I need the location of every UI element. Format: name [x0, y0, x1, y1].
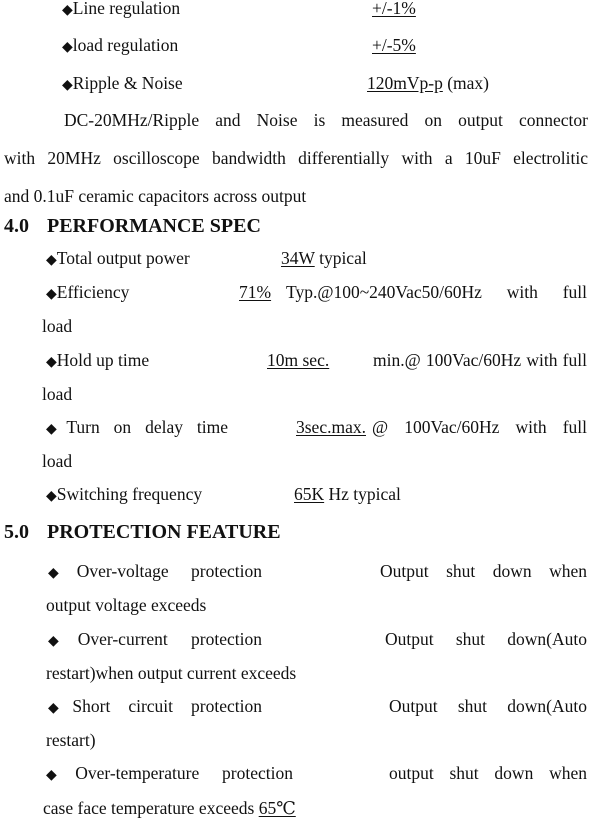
spec-load-regulation — [62, 37, 178, 55]
prot-continuation-text: case face temperature exceeds — [43, 798, 255, 818]
section-title: PROTECTION FEATURE — [47, 521, 281, 543]
section-heading-performance — [4, 216, 29, 236]
prot-over-voltage — [48, 563, 262, 581]
spec-label: Line regulation — [72, 0, 181, 18]
prot-continuation: restart)when output current exceeds — [46, 663, 297, 683]
spec-value: 10m sec. — [267, 350, 330, 370]
ripple-note-line2: with 20MHz oscilloscope bandwidth differentially with a 10uF electrolitic — [4, 148, 588, 168]
prot-desc: Output shut down(Auto — [389, 696, 587, 716]
bullet-icon: ◆ — [46, 252, 57, 268]
spec-value: +/-5% — [372, 35, 416, 55]
perf-total-power — [46, 250, 190, 268]
perf-efficiency — [46, 284, 129, 302]
spec-rest: min.@ 100Vac/60Hz with full — [373, 350, 587, 370]
spec-note: (max) — [447, 73, 489, 93]
spec-label: Over-temperature protection — [75, 763, 293, 783]
prot-continuation — [43, 800, 296, 818]
spec-value: +/-1% — [372, 0, 416, 18]
bullet-icon: ◆ — [46, 354, 57, 370]
bullet-icon: ◆ — [46, 421, 67, 437]
perf-hold-up — [46, 352, 149, 370]
spec-ripple-noise — [62, 75, 183, 93]
bullet-icon: ◆ — [48, 700, 73, 716]
spec-value: 71% — [239, 282, 272, 302]
spec-rest: @ 100Vac/60Hz with full — [372, 417, 587, 437]
spec-value: 120mVp-p — [367, 73, 443, 93]
prot-over-temperature — [46, 765, 293, 783]
section-title: PERFORMANCE SPEC — [47, 215, 261, 237]
bullet-icon: ◆ — [62, 77, 73, 93]
spec-label: load regulation — [72, 35, 179, 55]
bullet-icon: ◆ — [62, 2, 73, 18]
prot-desc: Output shut down when — [380, 561, 587, 581]
prot-desc: Output shut down(Auto — [385, 629, 587, 649]
prot-continuation: output voltage exceeds — [46, 595, 207, 615]
perf-switching — [46, 486, 202, 504]
bullet-icon: ◆ — [48, 565, 77, 581]
perf-turn-on — [46, 419, 228, 437]
section-number: 4.0 — [4, 215, 29, 237]
bullet-icon: ◆ — [46, 286, 57, 302]
spec-label: Turn on delay time — [66, 417, 228, 437]
spec-label: Total output power — [56, 248, 190, 268]
spec-continuation: load — [42, 384, 73, 404]
spec-label: Hold up time — [56, 350, 150, 370]
spec-ripple-value — [367, 75, 489, 93]
spec-rest: typical — [319, 248, 367, 268]
bullet-icon: ◆ — [46, 767, 76, 783]
spec-continuation: load — [42, 451, 73, 471]
spec-label: Over-voltage protection — [76, 561, 262, 581]
section-heading-protection — [4, 522, 29, 542]
section-number: 5.0 — [4, 521, 29, 543]
prot-over-current — [48, 631, 262, 649]
prot-desc: output shut down when — [389, 763, 587, 783]
spec-rest: Hz typical — [328, 484, 401, 504]
spec-label: Short circuit protection — [72, 696, 262, 716]
spec-line-regulation — [62, 0, 180, 18]
bullet-icon: ◆ — [48, 633, 78, 649]
perf-switching-value — [294, 486, 401, 504]
prot-continuation: restart) — [46, 730, 96, 750]
spec-value: 34W — [281, 248, 315, 268]
spec-continuation: load — [42, 316, 73, 336]
ripple-note-line3: and 0.1uF ceramic capacitors across output — [4, 186, 307, 206]
bullet-icon: ◆ — [46, 488, 57, 504]
spec-label: Ripple & Noise — [72, 73, 183, 93]
temperature-value: 65℃ — [258, 798, 296, 818]
spec-label: Switching frequency — [56, 484, 203, 504]
spec-value: 65K — [294, 484, 325, 504]
bullet-icon: ◆ — [62, 39, 73, 55]
perf-total-power-value — [281, 250, 367, 268]
spec-rest: Typ.@100~240Vac50/60Hz with full — [286, 282, 587, 302]
spec-label: Efficiency — [56, 282, 130, 302]
prot-short-circuit — [48, 698, 262, 716]
ripple-note-line1: DC-20MHz/Ripple and Noise is measured on output connector — [64, 110, 588, 130]
spec-value: 3sec.max. — [296, 417, 366, 437]
spec-label: Over-current protection — [77, 629, 262, 649]
